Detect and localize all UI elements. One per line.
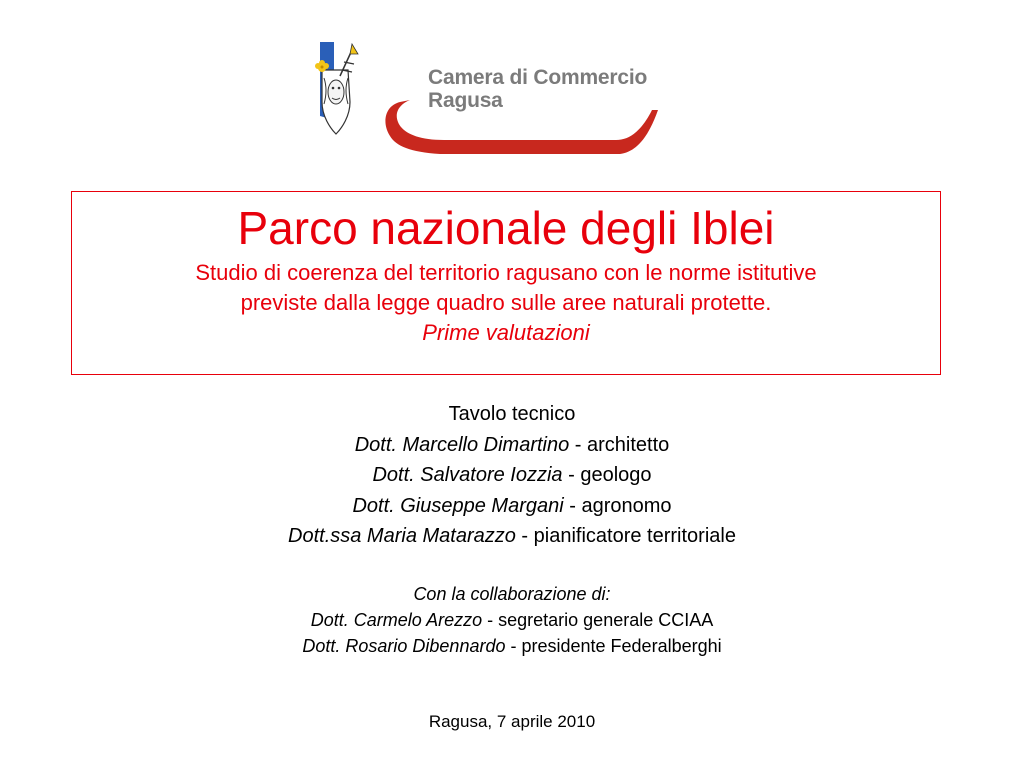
member-separator: - [563, 494, 582, 517]
member-name: Dott. Marcello Dimartino [354, 433, 570, 456]
collaboration-heading: Con la collaborazione di: [413, 584, 611, 604]
collaborator-name: Dott. Carmelo Arezzo [310, 610, 483, 630]
ragusa-province-coat-of-arms-icon [312, 40, 368, 136]
subtitle-line2: previste dalla legge quadro sulle aree naturali protette. [240, 290, 772, 315]
page-title: Parco nazionale degli Iblei [237, 202, 775, 254]
member-separator: - [562, 464, 581, 486]
member-name: Dott.ssa Maria Matarazzo [288, 525, 516, 547]
subtitle-italic: Prime valutazioni [422, 320, 590, 345]
collaborator-role: segretario generale CCIAA [498, 610, 714, 630]
chamber-name [428, 66, 647, 112]
credit-row [0, 430, 1024, 461]
title-box [71, 191, 941, 375]
chamber-name-line1: Camera di Commercio [428, 66, 648, 89]
member-separator: - [569, 433, 588, 456]
collaborator-role: presidente Federalberghi [521, 636, 722, 656]
collaboration-row [0, 607, 1024, 633]
collaborator-name: Dott. Rosario Dibennardo [302, 636, 506, 656]
member-name: Dott. Salvatore Iozzia [372, 464, 563, 486]
credit-row [0, 460, 1024, 491]
member-role: agronomo [581, 494, 672, 517]
technical-table-credits [0, 399, 1024, 552]
chamber-name-line2: Ragusa [428, 89, 503, 112]
member-role: geologo [580, 464, 652, 486]
collaboration-credits [0, 581, 1024, 659]
credits-heading: Tavolo tecnico [448, 403, 576, 425]
place-date: Ragusa, 7 aprile 2010 [428, 712, 596, 731]
credit-row [0, 491, 1024, 522]
subtitle-line1: Studio di coerenza del territorio ragusano con le norme istitutive [195, 260, 817, 285]
member-separator: - [515, 525, 534, 547]
collaborator-separator: - [482, 610, 499, 630]
member-name: Dott. Giuseppe Margani [352, 494, 564, 517]
member-role: architetto [587, 433, 670, 456]
chamber-of-commerce-logo [380, 60, 670, 160]
collaboration-row [0, 633, 1024, 659]
collaborator-separator: - [505, 636, 522, 656]
member-role: pianificatore territoriale [533, 525, 736, 547]
credit-row [0, 521, 1024, 552]
